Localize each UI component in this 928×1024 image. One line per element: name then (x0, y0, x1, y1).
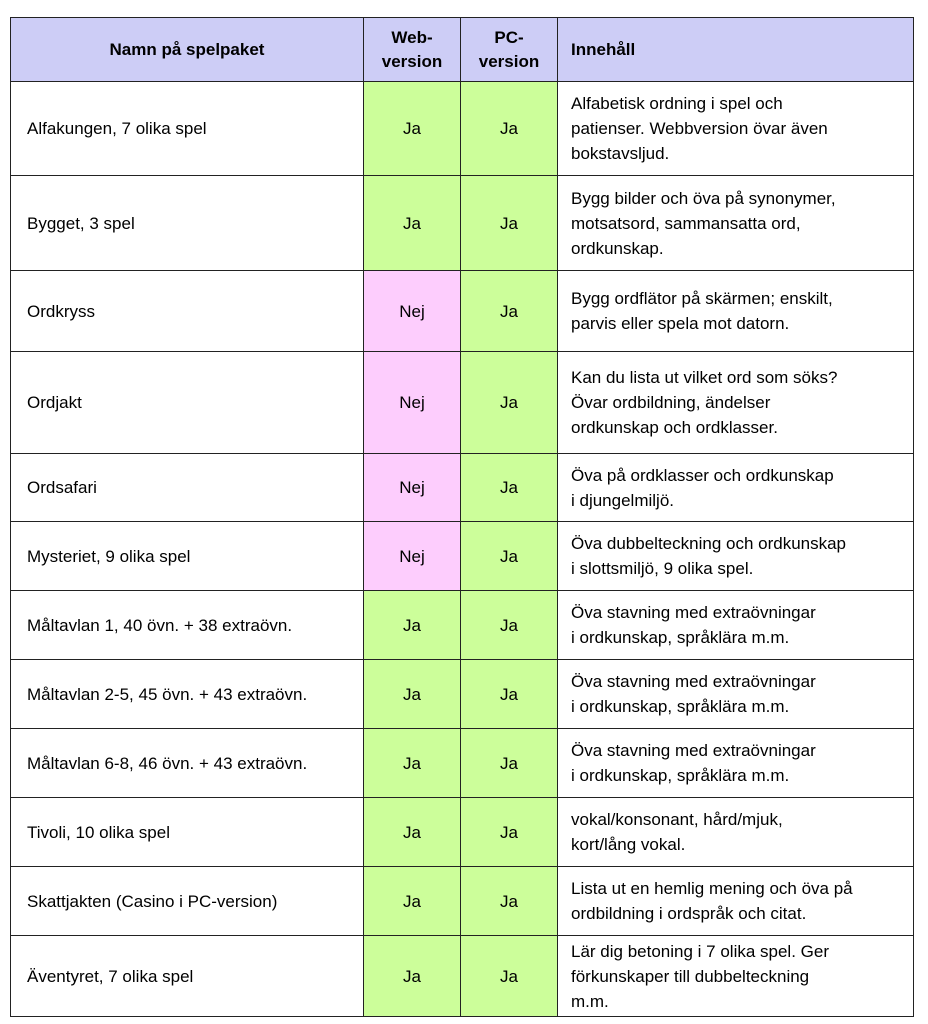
pc-version-cell: Ja (461, 454, 558, 522)
content-line: i ordkunskap, språklära m.m. (571, 697, 790, 716)
pc-version-cell: Ja (461, 271, 558, 352)
pc-version-cell: Ja (461, 591, 558, 660)
content-line: Lista ut en hemlig mening och öva på (571, 879, 853, 898)
content-line: i slottsmiljö, 9 olika spel. (571, 559, 754, 578)
table-row (11, 867, 914, 936)
table-row (11, 591, 914, 660)
web-version-cell: Ja (364, 176, 461, 271)
package-name-cell: Alfakungen, 7 olika spel (11, 82, 364, 176)
header-name: Namn på spelpaket (11, 18, 364, 82)
table-row (11, 271, 914, 352)
web-version-cell: Ja (364, 591, 461, 660)
web-version-cell: Ja (364, 867, 461, 936)
content-cell (558, 798, 914, 867)
table-body (11, 82, 914, 1017)
content-line: patienser. Webbversion övar även (571, 119, 828, 138)
content-cell (558, 352, 914, 454)
package-name-cell: Bygget, 3 spel (11, 176, 364, 271)
content-cell (558, 271, 914, 352)
header-web-line1: Web- (391, 27, 433, 47)
table-row (11, 798, 914, 867)
table-row (11, 454, 914, 522)
header-pc-line2: version (478, 51, 540, 71)
content-line: vokal/konsonant, hård/mjuk, (571, 810, 783, 829)
web-version-cell: Nej (364, 352, 461, 454)
header-web-line2: version (381, 51, 443, 71)
content-cell (558, 454, 914, 522)
pc-version-cell: Ja (461, 660, 558, 729)
content-line: i ordkunskap, språklära m.m. (571, 628, 790, 647)
pc-version-cell: Ja (461, 352, 558, 454)
content-line: Bygg ordflätor på skärmen; enskilt, (571, 289, 833, 308)
pc-version-cell: Ja (461, 522, 558, 591)
pc-version-cell: Ja (461, 729, 558, 798)
pc-version-cell: Ja (461, 936, 558, 1017)
content-line: Öva på ordklasser och ordkunskap (571, 465, 834, 485)
content-cell (558, 176, 914, 271)
header-web-version (364, 18, 461, 82)
content-line: Öva stavning med extraövningar (571, 603, 816, 622)
content-line: motsatsord, sammansatta ord, (571, 213, 801, 233)
web-version-cell: Ja (364, 660, 461, 729)
package-name-cell: Måltavlan 6-8, 46 övn. + 43 extraövn. (11, 729, 364, 798)
web-version-cell: Nej (364, 454, 461, 522)
table-row (11, 660, 914, 729)
package-name-cell: Måltavlan 1, 40 övn. + 38 extraövn. (11, 591, 364, 660)
package-name-cell: Äventyret, 7 olika spel (11, 936, 364, 1017)
content-cell (558, 936, 914, 1017)
pc-version-cell: Ja (461, 82, 558, 176)
content-line: ordkunskap och ordklasser. (571, 418, 778, 437)
web-version-cell: Ja (364, 798, 461, 867)
pc-version-cell: Ja (461, 176, 558, 271)
header-row (11, 18, 914, 82)
pc-version-cell: Ja (461, 798, 558, 867)
table-row (11, 352, 914, 454)
web-version-cell: Ja (364, 936, 461, 1017)
content-line: Bygg bilder och öva på synonymer, (571, 188, 836, 208)
package-name-cell: Ordsafari (11, 454, 364, 522)
package-name-cell: Tivoli, 10 olika spel (11, 798, 364, 867)
header-pc-version (461, 18, 558, 82)
content-line: Öva dubbelteckning och ordkunskap (571, 534, 847, 553)
content-cell (558, 591, 914, 660)
content-cell (558, 729, 914, 798)
content-cell (558, 867, 914, 936)
web-version-cell: Nej (364, 522, 461, 591)
content-cell (558, 522, 914, 591)
table-row (11, 936, 914, 1017)
content-line: kort/lång vokal. (571, 835, 686, 854)
table-row (11, 729, 914, 798)
content-cell (558, 660, 914, 729)
table-row (11, 82, 914, 176)
content-line: Kan du lista ut vilket ord som söks? (571, 368, 838, 387)
content-cell (558, 82, 914, 176)
content-line: i djungelmiljö. (571, 490, 674, 510)
header-pc-line1: PC- (494, 27, 524, 47)
web-version-cell: Nej (364, 271, 461, 352)
content-line: Öva stavning med extraövningar (571, 672, 816, 691)
content-line: parvis eller spela mot datorn. (571, 314, 790, 333)
package-name-cell: Mysteriet, 9 olika spel (11, 522, 364, 591)
table-row (11, 522, 914, 591)
game-package-table (10, 17, 914, 1017)
content-line: i ordkunskap, språklära m.m. (571, 766, 790, 785)
package-name-cell: Skattjakten (Casino i PC-version) (11, 867, 364, 936)
content-line: m.m. (571, 991, 609, 1011)
package-name-cell: Ordjakt (11, 352, 364, 454)
pc-version-cell: Ja (461, 867, 558, 936)
content-line: förkunskaper till dubbelteckning (571, 966, 810, 986)
content-line: ordkunskap. (571, 238, 664, 258)
content-line: Alfabetisk ordning i spel och (571, 94, 783, 113)
content-line: bokstavsljud. (571, 144, 670, 163)
header-content: Innehåll (558, 18, 914, 82)
content-line: Öva stavning med extraövningar (571, 741, 816, 760)
web-version-cell: Ja (364, 82, 461, 176)
content-line: ordbildning i ordspråk och citat. (571, 904, 807, 923)
content-line: Lär dig betoning i 7 olika spel. Ger (571, 941, 829, 961)
package-name-cell: Ordkryss (11, 271, 364, 352)
package-name-cell: Måltavlan 2-5, 45 övn. + 43 extraövn. (11, 660, 364, 729)
web-version-cell: Ja (364, 729, 461, 798)
table-row (11, 176, 914, 271)
content-line: Övar ordbildning, ändelser (571, 393, 771, 412)
